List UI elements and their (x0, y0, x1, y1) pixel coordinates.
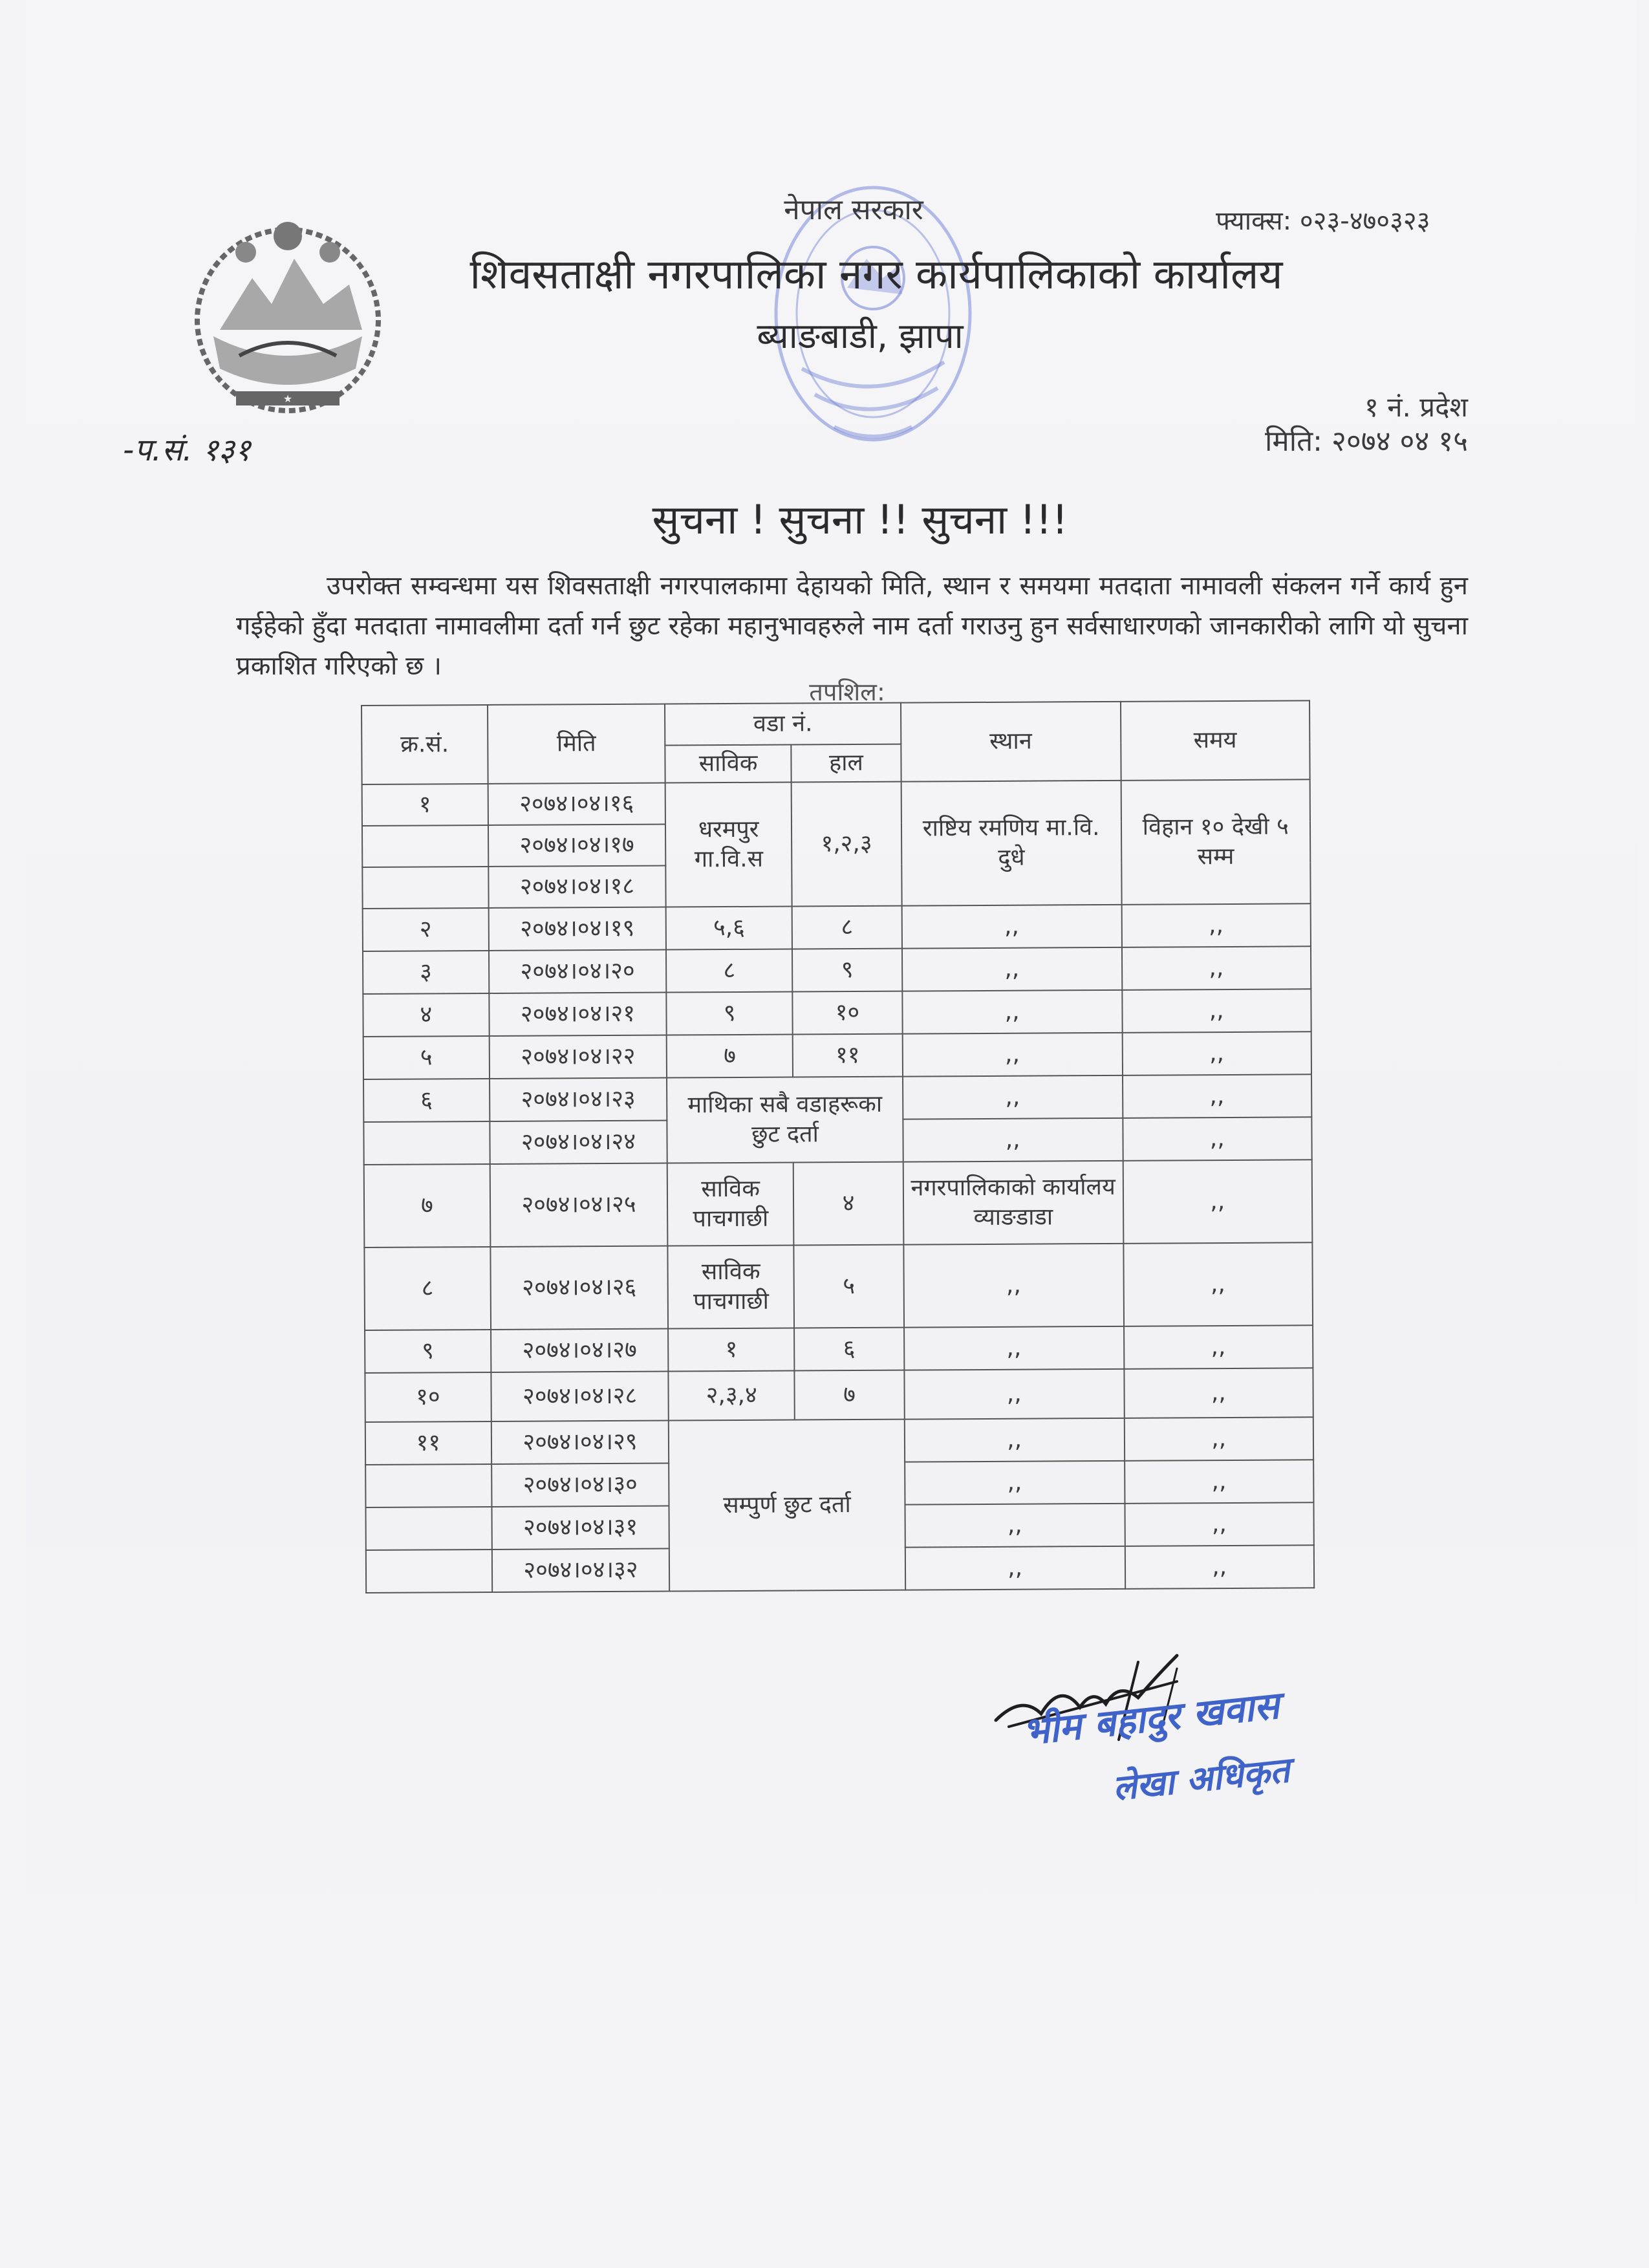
cell-sn (365, 1507, 491, 1550)
table-row (365, 1325, 1313, 1373)
office-address: ब्याङबाडी, झापा (757, 316, 964, 356)
cell-date: २०७४।०४।३१ (491, 1506, 669, 1550)
cell-sn: ११ (365, 1421, 491, 1465)
table-row (364, 1242, 1313, 1330)
cell-place: ,, (905, 1546, 1125, 1590)
cell-place: ,, (904, 1326, 1124, 1370)
cell-ward-old: १ (668, 1328, 794, 1372)
cell-time: ,, (1124, 1325, 1313, 1369)
fax-number: फ्याक्स: ०२३-४७०३२३ (1216, 206, 1430, 236)
table-row (363, 1031, 1311, 1079)
cell-sn: ८ (364, 1247, 490, 1330)
header-ward-new: हाल (791, 744, 901, 783)
cell-ward-new: १० (792, 991, 902, 1035)
schedule-table (361, 700, 1315, 1593)
cell-date: २०७४।०४।२६ (490, 1246, 668, 1330)
cell-date: २०७४।०४।१९ (488, 907, 666, 951)
cell-time: ,, (1125, 1545, 1314, 1589)
cell-date: २०७४।०४।२५ (490, 1163, 667, 1247)
header-place: स्थान (901, 702, 1121, 782)
cell-sn: ७ (364, 1164, 490, 1247)
cell-time: ,, (1122, 1031, 1311, 1075)
cell-place: ,, (905, 1504, 1125, 1548)
cell-date: २०७४।०४।२८ (491, 1372, 669, 1421)
cell-place: ,, (904, 1369, 1124, 1420)
cell-place: राष्टिय रमणिय मा.वि. दुधे (901, 781, 1122, 906)
cell-date: २०७४।०४।२७ (491, 1329, 669, 1372)
cell-date: २०७४।०४।३० (491, 1463, 669, 1507)
cell-date: २०७४।०४।३२ (492, 1549, 670, 1592)
cell-time: ,, (1123, 1242, 1313, 1326)
cell-ward-new: ७ (794, 1370, 904, 1420)
cell-ward-old: ९ (667, 992, 793, 1035)
cell-ward-old: ८ (666, 949, 792, 993)
table-row (363, 903, 1311, 951)
signatory-name-stamp: भीम बहादुर खवास (1020, 1683, 1282, 1754)
cell-place: ,, (902, 990, 1122, 1034)
cell-time: ,, (1121, 903, 1311, 947)
cell-ward-new: ६ (794, 1328, 904, 1371)
svg-text:★: ★ (283, 393, 293, 405)
cell-date: २०७४।०४।२२ (489, 1035, 667, 1079)
header-ward: वडा नं. (665, 703, 901, 746)
cell-place: नगरपालिकाको कार्यालय व्याङडाडा (903, 1161, 1123, 1245)
cell-ward-new: ५ (793, 1245, 903, 1328)
cell-ward-old: ७ (667, 1035, 793, 1078)
cell-ward-merged: सम्पुर्ण छुट दर्ता (669, 1420, 905, 1592)
cell-sn: ६ (363, 1079, 490, 1122)
cell-time: ,, (1124, 1368, 1313, 1418)
cell-date: २०७४।०४।२० (489, 950, 667, 993)
cell-place: ,, (903, 1118, 1123, 1162)
document-page (26, 0, 1636, 2268)
cell-date: २०७४।०४।१७ (488, 825, 666, 867)
government-name: नेपाल सरकार (784, 193, 923, 226)
cell-sn: १ (362, 784, 488, 826)
cell-place: ,, (903, 1033, 1123, 1077)
table-row (363, 946, 1311, 994)
cell-sn: ९ (365, 1330, 491, 1373)
cell-time: ,, (1125, 1460, 1314, 1504)
notice-date: मिति: २०७४ ०४ १५ (1264, 425, 1468, 458)
cell-date: २०७४।०४।१६ (488, 783, 665, 825)
nepal-emblem-logo (175, 207, 401, 427)
cell-sn (362, 867, 488, 909)
cell-date: २०७४।०४।२४ (490, 1121, 667, 1164)
table-row (363, 1074, 1311, 1122)
cell-time: ,, (1124, 1417, 1313, 1461)
cell-place: ,, (905, 1461, 1125, 1505)
cell-place: ,, (902, 905, 1122, 949)
table-row (365, 1417, 1313, 1465)
cell-ward-new: ११ (793, 1034, 903, 1077)
cell-ward-new: ४ (793, 1162, 903, 1246)
cell-sn (366, 1550, 492, 1593)
office-name: शिवसताक्षी नगरपालिका नगर कार्यपालिकाको कार्यालय (469, 251, 1283, 299)
cell-time: ,, (1123, 1074, 1312, 1118)
reference-number: -प.सं. १३१ (123, 432, 251, 468)
header-date: मिति (488, 704, 665, 784)
header-sn: क्र.सं. (361, 705, 488, 784)
cell-ward-new: १,२,३ (792, 782, 902, 907)
cell-date: २०७४।०४।२९ (491, 1421, 669, 1464)
cell-ward-old: साविक पाचगाछी (668, 1246, 794, 1329)
cell-ward-old: २,३,४ (669, 1371, 795, 1421)
table-row (362, 779, 1310, 826)
cell-place: ,, (902, 947, 1122, 991)
cell-time: विहान १० देखी ५ सम्म (1121, 779, 1310, 905)
cell-sn (362, 825, 488, 867)
cell-date: २०७४।०४।२१ (489, 993, 667, 1036)
cell-ward-old: ५,६ (666, 907, 792, 950)
cell-sn: ५ (363, 1036, 490, 1079)
schedule-label: तपशिल: (809, 678, 885, 706)
cell-ward-old: साविक पाचगाछी (667, 1163, 793, 1246)
notice-title: सुचना ! सुचना !! सुचना !!! (652, 496, 1068, 543)
cell-ward-new: ९ (792, 949, 902, 992)
cell-sn: ३ (363, 951, 489, 994)
notice-body: उपरोक्त सम्वन्धमा यस शिवसताक्षी नगरपालकामा देहायको मिति, स्थान र समयमा मतदाता नामावली संकलन गर्ने कार्य हुन गईहेको हुँदा मतदाता नामावलीमा दर्ता गर्न छुट रहेका महानुभावहरुले नाम दर्ता गराउनु हुन सर्वसाधारणको जानकारीको लागि यो सुचना प्रकाशित गरिएको छ । (236, 571, 1468, 681)
cell-time: ,, (1121, 946, 1311, 990)
cell-ward-new: ८ (792, 906, 902, 949)
cell-sn: १० (365, 1372, 491, 1422)
cell-time: ,, (1125, 1502, 1314, 1546)
cell-place: ,, (903, 1244, 1123, 1328)
cell-ward-merged: माथिका सबै वडाहरूका छुट दर्ता (667, 1077, 903, 1163)
cell-ward-old: धरमपुर गा.वि.स (665, 783, 792, 907)
table-row (363, 989, 1311, 1037)
cell-place: ,, (905, 1418, 1125, 1462)
cell-sn: ४ (363, 993, 489, 1037)
cell-sn: २ (363, 908, 489, 951)
cell-time: ,, (1122, 989, 1311, 1033)
table-row (365, 1368, 1313, 1422)
cell-sn (365, 1464, 491, 1507)
province-label: १ नं. प्रदेश (1364, 391, 1468, 423)
table-row (364, 1160, 1313, 1247)
cell-date: २०७४।०४।२३ (490, 1078, 667, 1121)
header-ward-old: साविक (665, 745, 792, 783)
header-time: समय (1121, 700, 1310, 781)
cell-time: ,, (1123, 1160, 1312, 1244)
cell-place: ,, (903, 1075, 1123, 1119)
cell-date: २०७४।०४।१८ (488, 866, 666, 908)
cell-sn (363, 1121, 490, 1165)
cell-time: ,, (1123, 1117, 1312, 1161)
signatory-title-stamp: लेखा अधिकृत (1110, 1749, 1292, 1809)
